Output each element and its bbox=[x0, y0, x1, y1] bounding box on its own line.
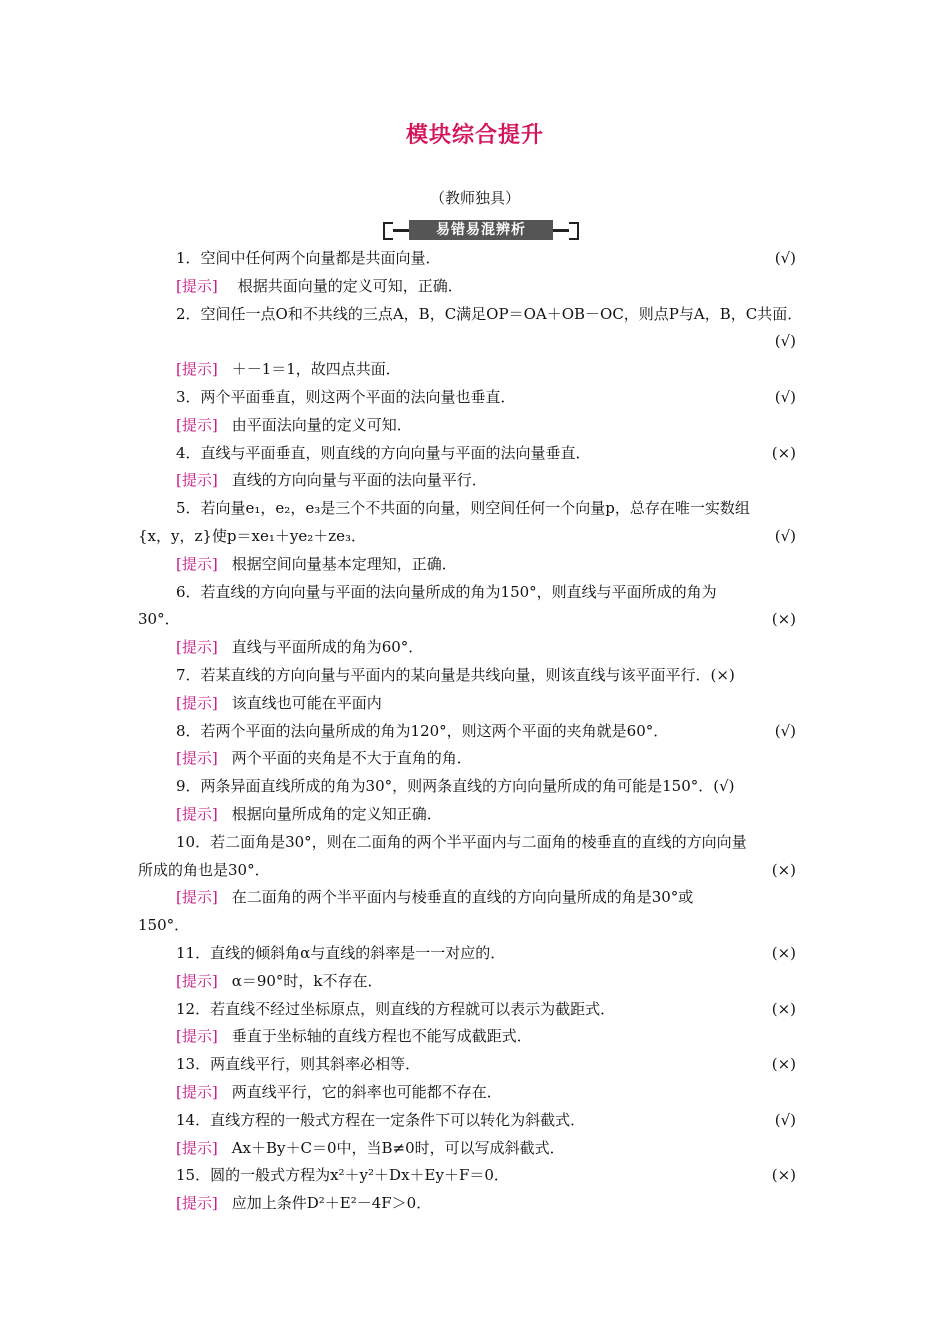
banner-left-cap bbox=[383, 222, 393, 240]
question-text: 11．直线的倾斜角α与直线的斜率是一一对应的． bbox=[176, 943, 506, 962]
question-text: 9．两条异面直线所成的角为30°，则两条直线的方向向量所成的角可能是150°．(√) bbox=[176, 777, 735, 796]
question-text: 6．若直线的方向向量与平面的法向量所成的角为150°，则直线与平面所成的角为 bbox=[176, 582, 717, 601]
page-title: 模块综合提升 bbox=[405, 122, 544, 148]
hint-text: Ax＋By＋C＝0中，当B≠0时，可以写成斜截式． bbox=[231, 1138, 565, 1157]
hint-label: [提示] bbox=[176, 888, 218, 907]
hint-label: [提示] bbox=[176, 415, 218, 434]
hint-label: [提示] bbox=[176, 1082, 218, 1101]
question-text: 4．直线与平面垂直，则直线的方向向量与平面的法向量垂直． bbox=[176, 443, 591, 462]
answer-mark: (×) bbox=[771, 443, 796, 462]
banner-label: 易错易混辨析 bbox=[409, 220, 553, 240]
question-text: 2．空间任一点O和不共线的三点A，B，C满足OP＝OA＋OB－OC，则点P与A，B，C共面． bbox=[176, 304, 803, 323]
question-4 bbox=[138, 440, 818, 468]
hint-2 bbox=[138, 356, 818, 384]
question-text: 1．空间中任何两个向量都是共面向量． bbox=[176, 249, 441, 267]
hint-label: [提示] bbox=[176, 1194, 218, 1213]
page-subtitle: （教师独具） bbox=[429, 189, 520, 207]
hint-label: [提示] bbox=[176, 471, 218, 490]
hint-label: [提示] bbox=[176, 638, 218, 657]
question-9 bbox=[138, 773, 818, 801]
question-6 bbox=[138, 579, 818, 607]
banner-right-cap bbox=[569, 222, 579, 240]
question-text: 10．若二面角是30°，则在二面角的两个半平面内与二面角的棱垂直的直线的方向向量 bbox=[176, 832, 747, 851]
question-text-cont: {x，y，z}使p＝xe₁＋ye₂＋ze₃． bbox=[138, 526, 367, 545]
answer-mark: (√) bbox=[774, 721, 796, 740]
hint-text: 由平面法向量的定义可知． bbox=[231, 415, 412, 434]
question-text-cont: 所成的角也是30°． bbox=[138, 860, 270, 879]
question-text: 3．两个平面垂直，则这两个平面的法向量也垂直． bbox=[176, 387, 516, 406]
hint-text: 在二面角的两个半平面内与棱垂直的直线的方向向量所成的角是30°或 bbox=[231, 888, 694, 907]
hint-5 bbox=[138, 551, 818, 579]
hint-text-cont: 150°． bbox=[138, 916, 190, 935]
question-13 bbox=[138, 1051, 818, 1079]
question-15 bbox=[138, 1162, 818, 1190]
section-banner bbox=[383, 220, 579, 240]
question-text: 8．若两个平面的法向量所成的角为120°，则这两个平面的夹角就是60°． bbox=[176, 721, 669, 740]
hint-text: 直线与平面所成的角为60°． bbox=[231, 638, 424, 657]
hint-7 bbox=[138, 690, 818, 718]
answer-mark: (√) bbox=[774, 249, 796, 267]
hint-text: 根据向量所成角的定义知正确． bbox=[231, 804, 442, 823]
question-8 bbox=[138, 718, 818, 746]
question-1 bbox=[138, 245, 818, 273]
question-text: 13．两直线平行，则其斜率必相等． bbox=[176, 1055, 421, 1074]
hint-10-cont bbox=[138, 912, 818, 940]
question-2 bbox=[138, 301, 818, 329]
answer-mark: (×) bbox=[771, 1055, 796, 1074]
hint-6 bbox=[138, 634, 818, 662]
answer-mark: (×) bbox=[771, 1166, 796, 1185]
hint-text: 根据空间向量基本定理知，正确． bbox=[231, 554, 457, 573]
hint-text: 根据共面向量的定义可知，正确． bbox=[237, 276, 463, 295]
hint-text: 两个平面的夹角是不大于直角的角． bbox=[231, 749, 472, 768]
hint-3 bbox=[138, 412, 818, 440]
answer-mark: (√) bbox=[774, 1110, 796, 1129]
hint-14 bbox=[138, 1135, 818, 1163]
question-list bbox=[138, 245, 818, 1218]
hint-label: [提示] bbox=[176, 804, 218, 823]
hint-8 bbox=[138, 745, 818, 773]
hint-label: [提示] bbox=[176, 749, 218, 768]
hint-text: 直线的方向向量与平面的法向量平行． bbox=[231, 471, 487, 490]
hint-text: 两直线平行，它的斜率也可能都不存在． bbox=[231, 1082, 502, 1101]
hint-text: 垂直于坐标轴的直线方程也不能写成截距式． bbox=[231, 1027, 532, 1046]
hint-9 bbox=[138, 801, 818, 829]
question-text: 7．若某直线的方向向量与平面内的某向量是共线向量，则该直线与该平面平行．(×) bbox=[176, 665, 735, 684]
question-12 bbox=[138, 996, 818, 1024]
hint-1 bbox=[138, 273, 818, 301]
hint-text: 该直线也可能在平面内 bbox=[231, 693, 382, 712]
answer-mark: (√) bbox=[774, 526, 796, 545]
question-text-cont: 30°． bbox=[138, 610, 180, 629]
question-3 bbox=[138, 384, 818, 412]
hint-label: [提示] bbox=[176, 971, 218, 990]
hint-text: ＋－1＝1，故四点共面． bbox=[231, 360, 401, 379]
question-14 bbox=[138, 1107, 818, 1135]
hint-11 bbox=[138, 968, 818, 996]
hint-label: [提示] bbox=[176, 693, 218, 712]
hint-15 bbox=[138, 1190, 818, 1218]
question-text: 14．直线方程的一般式方程在一定条件下可以转化为斜截式． bbox=[176, 1110, 586, 1129]
question-text: 12．若直线不经过坐标原点，则直线的方程就可以表示为截距式． bbox=[176, 999, 616, 1018]
hint-13 bbox=[138, 1079, 818, 1107]
question-6-cont bbox=[138, 606, 818, 634]
answer-mark: (×) bbox=[771, 860, 796, 879]
hint-text: α＝90°时，k不存在． bbox=[231, 971, 383, 990]
question-7 bbox=[138, 662, 818, 690]
hint-label: [提示] bbox=[176, 276, 218, 295]
answer-mark: (×) bbox=[771, 610, 796, 629]
answer-mark: (√) bbox=[774, 387, 796, 406]
question-5 bbox=[138, 495, 818, 523]
question-2-mark-line bbox=[138, 328, 818, 356]
hint-label: [提示] bbox=[176, 1138, 218, 1157]
answer-mark: (×) bbox=[771, 943, 796, 962]
question-text: 5．若向量e₁，e₂，e₃是三个不共面的向量，则空间任何一个向量p，总存在唯一实数组 bbox=[176, 499, 750, 518]
question-10-cont bbox=[138, 857, 818, 885]
hint-text: 应加上条件D²＋E²－4F＞0． bbox=[231, 1194, 432, 1213]
hint-label: [提示] bbox=[176, 554, 218, 573]
hint-label: [提示] bbox=[176, 1027, 218, 1046]
answer-mark: (√) bbox=[774, 332, 796, 351]
hint-10 bbox=[138, 884, 818, 912]
question-10 bbox=[138, 829, 818, 857]
hint-label: [提示] bbox=[176, 360, 218, 379]
answer-mark: (×) bbox=[771, 999, 796, 1018]
question-5-cont bbox=[138, 523, 818, 551]
hint-12 bbox=[138, 1023, 818, 1051]
question-text: 15．圆的一般式方程为x²＋y²＋Dx＋Ey＋F＝0． bbox=[176, 1166, 509, 1185]
hint-4 bbox=[138, 467, 818, 495]
question-11 bbox=[138, 940, 818, 968]
